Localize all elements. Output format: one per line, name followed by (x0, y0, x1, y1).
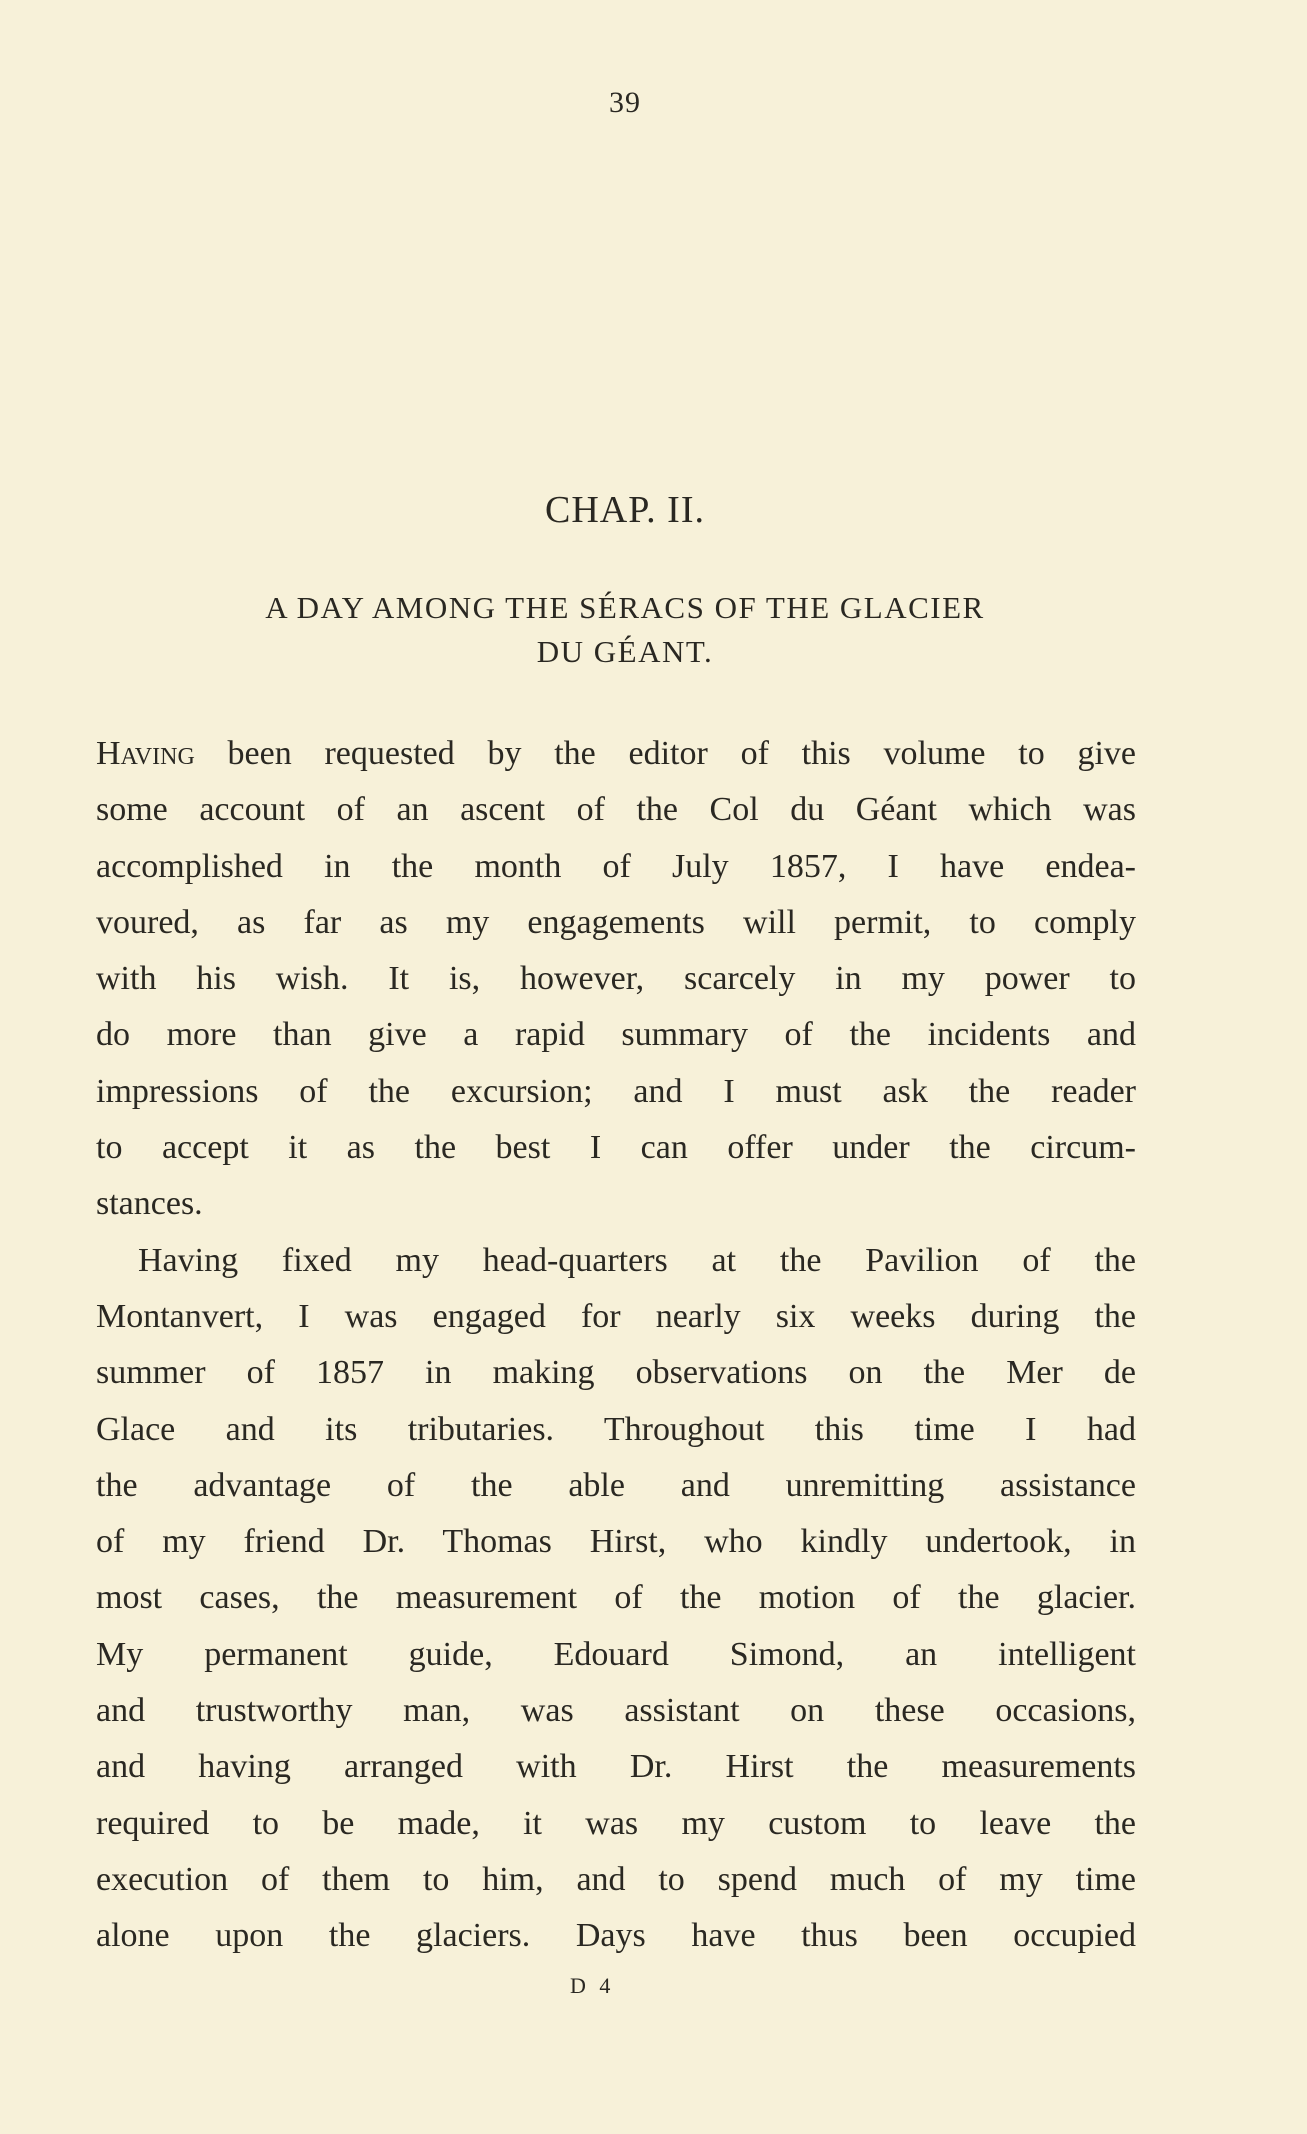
text-line: Montanvert, I was engaged for nearly six weeks during the (96, 1297, 1136, 1335)
text-line: My permanent guide, Edouard Simond, an intelligent (96, 1635, 1136, 1673)
first-line-rest: been requested by the editor of this volume to give (194, 735, 1136, 772)
chapter-heading: CHAP. II. (545, 489, 705, 531)
text-line: do more than give a rapid summary of the incidents and (96, 1016, 1136, 1054)
text-line: most cases, the measurement of the motion of the glacier. (96, 1579, 1136, 1617)
text-line: summer of 1857 in making observations on the Mer de (96, 1354, 1136, 1392)
text-line: Having fixed my head-quarters at the Pavilion of the (138, 1241, 1136, 1279)
text-line: and having arranged with Dr. Hirst the measurements (96, 1748, 1136, 1786)
signature-mark: D 4 (570, 1973, 615, 1998)
text-line: the advantage of the able and unremitting assistance (96, 1466, 1136, 1504)
text-line: impressions of the excursion; and I must ask the reader (96, 1072, 1136, 1110)
text-line: Glace and its tributaries. Throughout this time I had (96, 1410, 1136, 1448)
text-line: of my friend Dr. Thomas Hirst, who kindly undertook, in (96, 1523, 1136, 1561)
page-number: 39 (609, 86, 641, 119)
chapter-title (100, 586, 1150, 674)
text-line: stances. (96, 1185, 203, 1223)
text-line: alone upon the glaciers. Days have thus been occupied (96, 1917, 1136, 1955)
text-line: some account of an ascent of the Col du Géant which was (96, 791, 1136, 829)
chapter-title-line: DU GÉANT. (536, 634, 714, 669)
body-text (96, 726, 1136, 1965)
text-line: to accept it as the best I can offer under the circum- (96, 1129, 1136, 1167)
text-line: accomplished in the month of July 1857, I have endea- (96, 847, 1136, 885)
text-line: and trustworthy man, was assistant on these occasions, (96, 1692, 1136, 1730)
text-line: voured, as far as my engagements will permit, to comply (96, 903, 1136, 941)
text-line: execution of them to him, and to spend much of my time (96, 1860, 1136, 1898)
text-line: with his wish. It is, however, scarcely in my power to (96, 960, 1136, 998)
text-line: required to be made, it was my custom to leave the (96, 1804, 1136, 1842)
text-line (96, 726, 1136, 782)
opening-word: Having (96, 735, 195, 772)
chapter-title-line: A DAY AMONG THE SÉRACS OF THE GLACIER (265, 590, 985, 625)
